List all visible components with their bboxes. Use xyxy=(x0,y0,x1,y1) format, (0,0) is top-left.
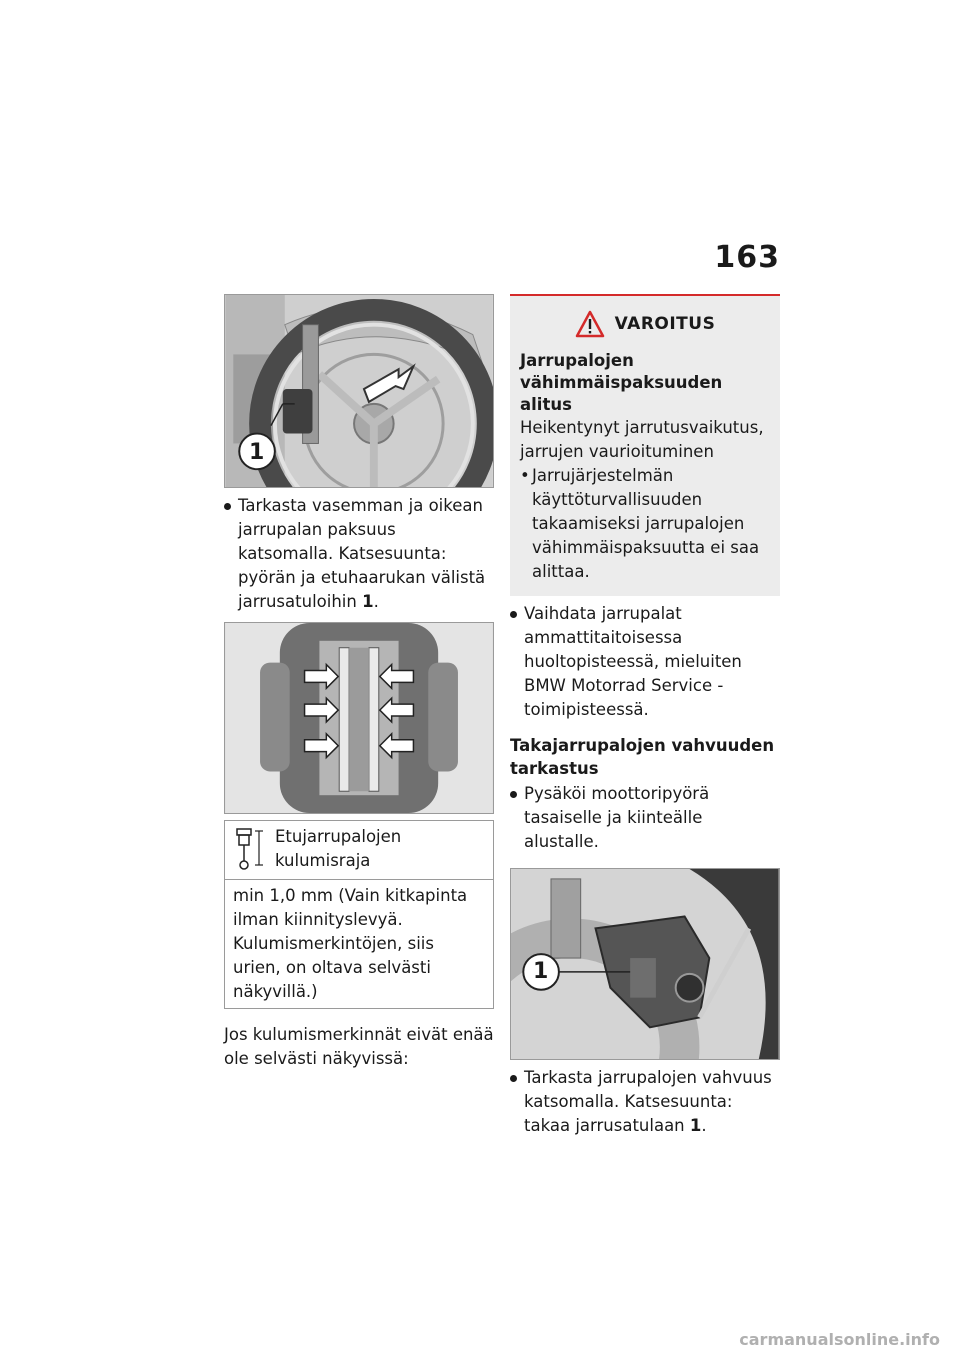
warning-consequence: Heikentynyt jarrutusvaikutus, jarrujen vaurioituminen xyxy=(520,418,764,461)
list-item: Tarkasta jarrupalojen vahvuus katsomalla. Katsesuunta: takaa jarrusatulaan 1. xyxy=(510,1066,780,1138)
warning-instruction: • Jarrujärjestelmän käyttöturvallisuuden takaamiseksi jarrupalojen vähimmäispaksuutta ei saa alittaa. xyxy=(520,464,770,584)
spec-title: Etujarrupalojen kulumisraja xyxy=(275,827,402,870)
warning-title: VAROITUS xyxy=(614,314,716,334)
reference-number: 1 xyxy=(689,1116,702,1135)
watermark: carmanualsonline.info xyxy=(739,1330,940,1349)
condition-paragraph: Jos kulumismerkinnät eivät enää ole selvästi näkyvissä: xyxy=(224,1025,494,1068)
warning-triangle-icon xyxy=(575,310,605,338)
parking-list xyxy=(510,782,780,854)
section-heading: Takajarrupalojen vahvuuden tarkastus xyxy=(510,736,775,778)
front-wheel-figure xyxy=(224,294,494,488)
list-item: Vaihdata jarrupalat ammattitaitoisessa huoltopisteessä, mieluiten BMW Motorrad Service -toimipisteessä. xyxy=(510,602,780,722)
replacement-list xyxy=(510,602,780,722)
rear-caliper-illustration xyxy=(511,869,779,1059)
front-wheel-illustration xyxy=(225,295,493,487)
warning-box xyxy=(510,294,780,596)
figure-callout-1: 1 xyxy=(249,440,265,465)
right-column xyxy=(510,294,780,1138)
warning-subject: Jarrupalojen vähimmäispaksuuden alitus xyxy=(520,351,723,414)
brake-pad-illustration xyxy=(225,623,493,813)
figure-callout-1: 1 xyxy=(533,959,549,984)
spec-title-cell xyxy=(225,821,494,880)
list-item: Pysäköi moottoripyörä tasaiselle ja kiinteälle alustalle. xyxy=(510,782,780,854)
rear-caliper-figure xyxy=(510,868,780,1060)
brake-pad-figure xyxy=(224,622,494,814)
brake-pad-wear-icon xyxy=(233,825,269,875)
page-number: 163 xyxy=(714,240,780,275)
spec-value: min 1,0 mm (Vain kitkapinta ilman kiinnityslevyä. Kulumismerkintöjen, siis urien, on oltava selvästi näkyvillä.) xyxy=(225,880,494,1009)
wear-limit-spec-table xyxy=(224,820,494,1009)
reference-number: 1 xyxy=(362,592,374,611)
left-column xyxy=(224,294,494,1071)
inspection-list-rear xyxy=(510,1066,780,1138)
inspection-list-front xyxy=(224,494,494,614)
list-item: Tarkasta vasemman ja oikean jarrupalan paksuus katsomalla. Katsesuunta: pyörän ja etuhaarukan välistä jarrusatuloihin 1. xyxy=(224,494,494,614)
